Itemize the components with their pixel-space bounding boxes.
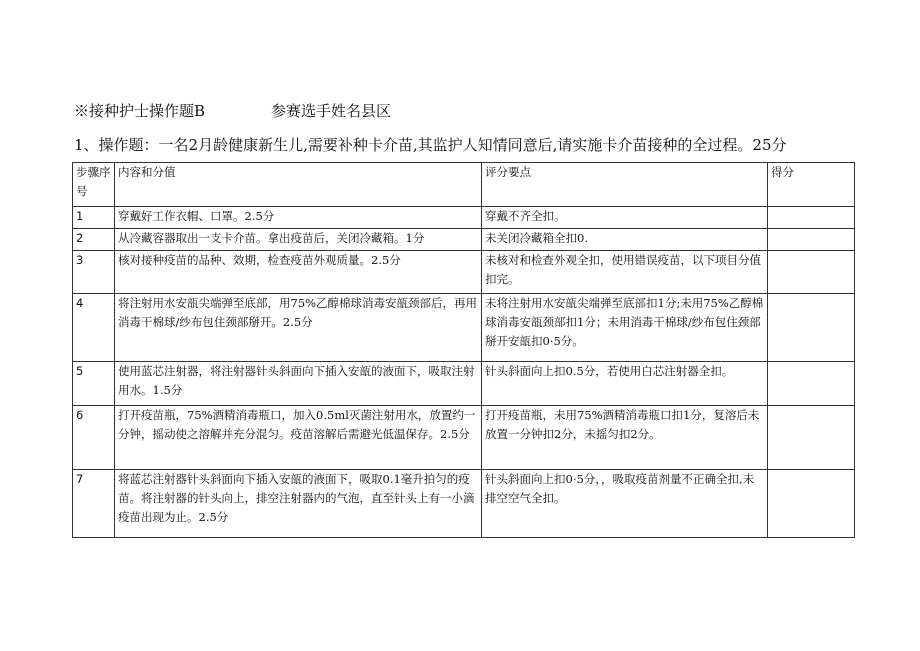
step-number: 3 [73, 251, 115, 294]
header-step-number: 步骤序号 [73, 163, 115, 207]
question-text: 1、操作题：一名2月龄健康新生儿,需要补种卡介苗,其监护人知情同意后,请实施卡介苗接种的全过程。25分 [74, 136, 787, 154]
step-content: 将注射用水安瓿尖端弹至底部，用75%乙醇棉球消毒安瓿颈部后，再用消毒干棉球/纱布包住颈部掰开。2.5分 [115, 294, 482, 362]
exam-title: ※接种护士操作题B [74, 102, 206, 120]
step-content: 核对接种疫苗的品种、效期，检查疫苗外观质量。2.5分 [115, 251, 482, 294]
step-criteria: 打开疫苗瓶，未用75%酒精消毒瓶口扣1分，复溶后未放置一分钟扣2分，未摇匀扣2分。 [482, 406, 768, 470]
step-criteria: 针头斜面向上扣0.5分，若使用白芯注射器全扣。 [482, 362, 768, 406]
table-row [73, 470, 855, 538]
header-criteria: 评分要点 [482, 163, 768, 207]
scoring-table [72, 162, 855, 538]
step-number: 4 [73, 294, 115, 362]
document-header [74, 100, 392, 121]
step-content: 从冷藏容器取出一支卡介苗。拿出疫苗后，关闭冷藏箱。1分 [115, 229, 482, 251]
step-score [768, 362, 855, 406]
step-score [768, 251, 855, 294]
step-number: 1 [73, 207, 115, 229]
step-score [768, 207, 855, 229]
step-score [768, 294, 855, 362]
table-row [73, 362, 855, 406]
step-criteria: 穿戴不齐全扣。 [482, 207, 768, 229]
header-content: 内容和分值 [115, 163, 482, 207]
step-criteria: 未核对和检查外观全扣，使用错误疫苗，以下项目分值扣完。 [482, 251, 768, 294]
step-number: 7 [73, 470, 115, 538]
step-number: 2 [73, 229, 115, 251]
step-number: 5 [73, 362, 115, 406]
step-score [768, 406, 855, 470]
table-row [73, 207, 855, 229]
table-header-row [73, 163, 855, 207]
step-content: 将蓝芯注射器针头斜面向下插入安瓿的液面下，吸取0.1毫升拍匀的疫苗。将注射器的针头向上，排空注射器内的气泡，直至针头上有一小滴疫苗出现为止。2.5分 [115, 470, 482, 538]
step-content: 使用蓝芯注射器，将注射器针头斜面向下插入安瓿的液面下，吸取注射用水。1.5分 [115, 362, 482, 406]
step-number: 6 [73, 406, 115, 470]
table-row [73, 251, 855, 294]
table-row [73, 406, 855, 470]
header-score: 得分 [768, 163, 855, 207]
step-score [768, 229, 855, 251]
table-row [73, 229, 855, 251]
step-criteria: 未将注射用水安瓿尖端弹至底部扣1分;未用75%乙醇棉球消毒安瓿颈部扣1分；未用消毒干棉球/纱布包住颈部掰开安瓿扣0·5分。 [482, 294, 768, 362]
table-row [73, 294, 855, 362]
step-criteria: 针头斜面向上扣0·5分，，吸取疫苗剂量不正确全扣,未排空空气全扣。 [482, 470, 768, 538]
step-content: 打开疫苗瓶，75%酒精消毒瓶口，加入0.5ml灭菌注射用水，放置约一分钟，摇动使之溶解并充分混匀。疫苗溶解后需避光低温保存。2.5分 [115, 406, 482, 470]
step-content: 穿戴好工作衣帽、口罩。2.5分 [115, 207, 482, 229]
candidate-info-label: 参赛选手姓名县区 [271, 102, 392, 120]
step-score [768, 470, 855, 538]
step-criteria: 未关闭冷藏箱全扣0. [482, 229, 768, 251]
